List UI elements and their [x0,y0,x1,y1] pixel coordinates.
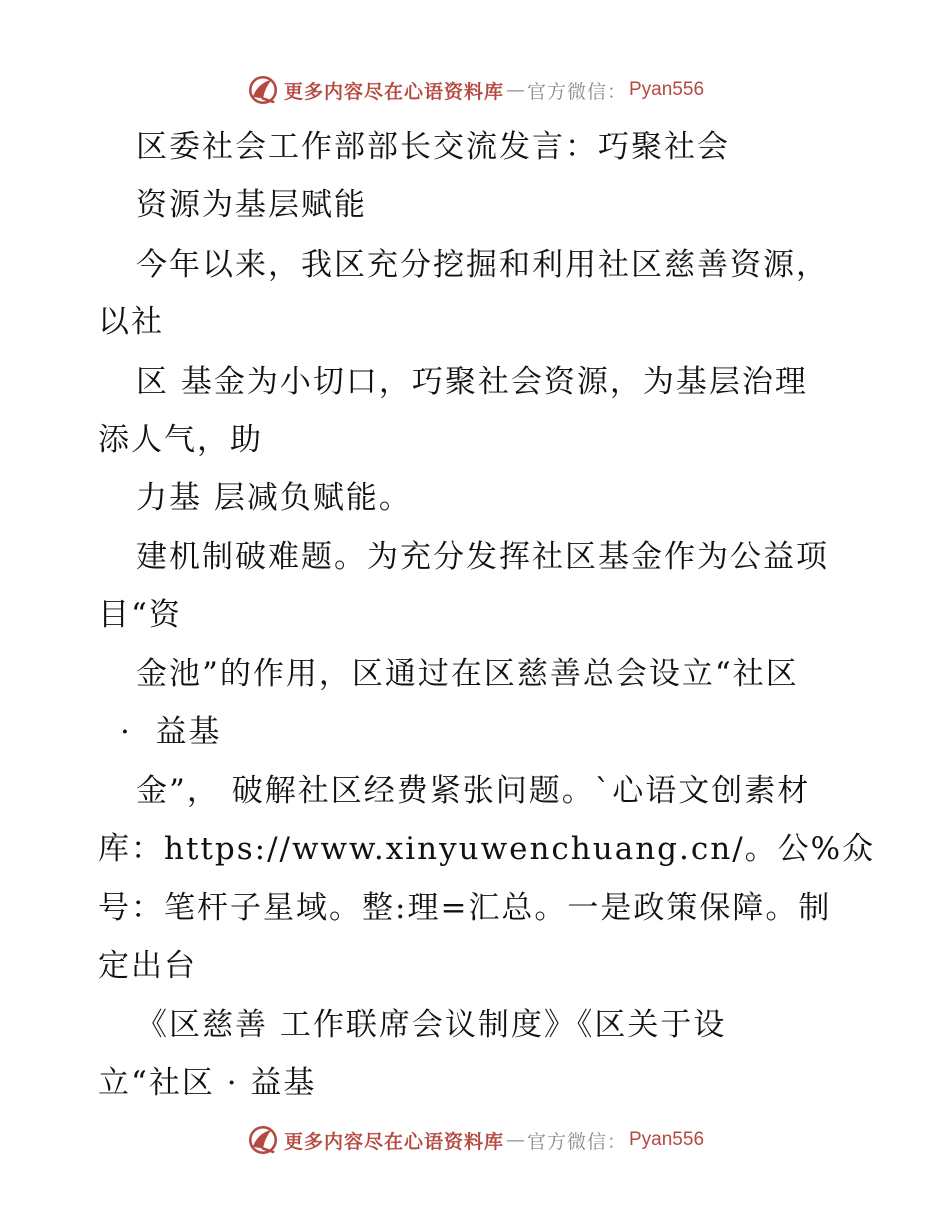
text-line: 定出台 [98,948,197,984]
text-line: 金”， 破解社区经费紧张问题。`心语文创素材 [136,773,811,809]
text-line: 添人气，助 [98,422,263,458]
text-line: 力基 层减负赋能。 [136,480,412,516]
text-line: 立“社区 · 益基 [98,1065,317,1101]
watermark-brand-text: 更多内容尽在心语资料库 [283,80,504,103]
text-line: 以社 [98,304,164,340]
header-watermark [0,70,950,110]
text-line: · 益基 [120,714,222,750]
text-line: 库：https://www.xinyuwenchuang.cn/。公%众 [98,831,876,867]
text-line: 金池”的作用，区通过在区慈善总会设立“社区 [136,656,799,692]
text-line: 区 基金为小切口，巧聚社会资源，为基层治理 [136,364,808,400]
watermark-wechat-id: Pyan556 [629,1129,705,1150]
watermark-official-label: 官方微信： [526,1130,627,1153]
watermark-brand-text: 更多内容尽在心语资料库 [283,1130,504,1153]
watermark-official-label: 官方微信： [526,80,627,103]
brand-logo-icon [246,73,280,107]
text-line: 目“资 [98,597,182,633]
text-line: 号：笔杆子星域。整:理=汇总。一是政策保障。制 [98,890,832,926]
watermark-dash: — [505,1129,525,1151]
text-line: 建机制破难题。为充分发挥社区基金作为公益项 [136,539,829,575]
footer-watermark [0,1120,950,1160]
title-line-1: 区委社会工作部部长交流发言：巧聚社会 [136,129,730,165]
title-line-2: 资源为基层赋能 [136,187,367,223]
watermark-wechat-id: Pyan556 [629,79,705,100]
brand-logo-icon [246,1123,280,1157]
text-line: 《区慈善 工作联席会议制度》《区关于设 [136,1007,727,1043]
text-line: 今年以来，我区充分挖掘和利用社区慈善资源， [136,247,829,283]
watermark-dash: — [505,79,525,101]
